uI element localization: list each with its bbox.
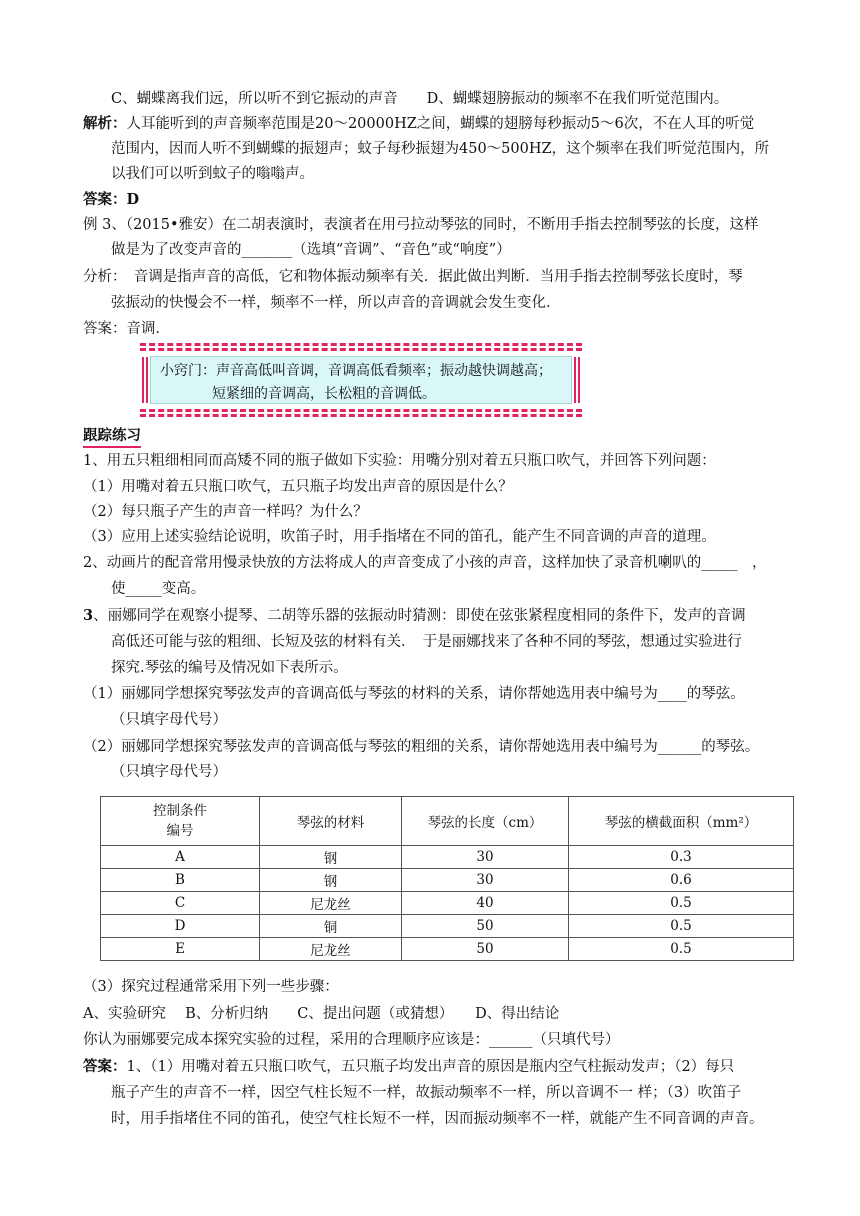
answer-text-1: 1、（1）用嘴对着五只瓶口吹气，五只瓶子均发出声音的原因是瓶内空气柱振动发声；（2）每只: [126, 1059, 735, 1075]
question-3-1-line-2: （只填字母代号）: [111, 712, 227, 728]
option-c-d: C、蝴蝶离我们远，所以听不到它振动的声音 D、蝴蝶翅膀振动的频率不在我们听觉范围内。: [111, 91, 729, 107]
practice-title: 跟踪练习: [83, 426, 141, 448]
row-material: 铜: [260, 915, 402, 938]
row-area: 0.6: [569, 869, 794, 892]
table-row: [101, 869, 794, 892]
table-row: [101, 938, 794, 961]
tip-box: [140, 343, 582, 417]
table-header-row: [101, 797, 794, 846]
string-table: [100, 796, 794, 961]
question-2-line-2: 使_____变高。: [111, 581, 206, 597]
question-1: 1、用五只粗细相同而高矮不同的瓶子做如下实验：用嘴分别对着五只瓶口吹气，并回答下列问题：: [83, 453, 716, 469]
table-row: [101, 846, 794, 869]
tip-border-top: [140, 343, 582, 351]
tip-border-right: [574, 357, 580, 403]
header-number: 编号: [166, 823, 194, 839]
row-material: 钢: [260, 846, 402, 869]
tip-border-left: [142, 357, 148, 403]
header-area: 琴弦的横截面积（mm²）: [569, 797, 794, 846]
row-id: E: [101, 938, 260, 961]
example-3-line-2: 做是为了改变声音的_______（选填“音调”、“音色”或“响度”）: [111, 242, 511, 258]
row-area: 0.5: [569, 915, 794, 938]
question-3-2-line-1: （2）丽娜同学想探究琴弦发声的音调高低与琴弦的粗细的关系，请你帮她选用表中编号为______的琴弦。: [83, 739, 760, 755]
header-length: 琴弦的长度（cm）: [402, 797, 569, 846]
question-3-line-1: [83, 605, 746, 627]
row-area: 0.5: [569, 938, 794, 961]
table-row: [101, 915, 794, 938]
analysis-line-1: [83, 113, 754, 135]
header-material: 琴弦的材料: [260, 797, 402, 846]
row-length: 50: [402, 915, 569, 938]
row-length: 30: [402, 846, 569, 869]
table-row: [101, 892, 794, 915]
question-1-2: （2）每只瓶子产生的声音一样吗？为什么？: [83, 504, 368, 520]
row-material: 尼龙丝: [260, 892, 402, 915]
question-3-3: （3）探究过程通常采用下列一些步骤：: [83, 979, 339, 995]
question-3-2-line-2: （只填字母代号）: [111, 764, 227, 780]
question-2-line-1: 2、动画片的配音常用慢录快放的方法将成人的声音变成了小孩的声音，这样加快了录音机喇叭的_____ ，: [83, 555, 767, 571]
answer-label: 答案：: [83, 1058, 127, 1075]
row-area: 0.5: [569, 892, 794, 915]
analysis2-line-1: 分析： 音调是指声音的高低，它和物体振动频率有关．据此做出判断．当用手指去控制琴弦长度时，琴: [83, 269, 743, 285]
row-material: 钢: [260, 869, 402, 892]
analysis-label: 解析：: [83, 115, 127, 132]
example-3-line-1: 例 3、（2015•雅安）在二胡表演时，表演者在用弓拉动琴弦的同时，不断用手指去控制琴弦的长度，这样: [83, 217, 759, 233]
analysis-line-3: 以我们可以听到蚊子的嗡嗡声。: [111, 166, 314, 182]
row-area: 0.3: [569, 846, 794, 869]
row-id: A: [101, 846, 260, 869]
question-3-number: 3: [83, 607, 94, 624]
order-question: 你认为丽娜要完成本探究实验的过程，采用的合理顺序应该是：______（只填代号）: [83, 1032, 620, 1048]
question-3-text-1: 、丽娜同学在观察小提琴、二胡等乐器的弦振动时猜测：即使在弦张紧程度相同的条件下，发声的音调: [93, 608, 746, 624]
question-3-line-2: 高低还可能与弦的粗细、长短及弦的材料有关． 于是丽娜找来了各种不同的琴弦，想通过实验进行: [111, 634, 742, 650]
analysis-text-1: 人耳能听到的声音频率范围是20～20000HZ之间，蝴蝶的翅膀每秒振动5～6次，不在人耳的听觉: [126, 116, 755, 132]
header-control-condition: 控制条件: [153, 803, 207, 819]
answer-line-3: 时，用手指堵住不同的笛孔，使空气柱长短不一样，因而振动频率不一样，就能产生不同音调的声音。: [111, 1111, 764, 1127]
tip-line-2: 短紧细的音调高，长松粗的音调低。: [212, 386, 436, 402]
answer-line-1: [83, 1056, 734, 1078]
answer-d: 答案：D: [83, 191, 140, 208]
question-3-1-line-1: （1）丽娜同学想探究琴弦发声的音调高低与琴弦的材料的关系，请你帮她选用表中编号为____的琴弦。: [83, 686, 745, 702]
analysis-line-2: 范围内，因而人听不到蝴蝶的振翅声；蚊子每秒振翅为450～500HZ，这个频率在我们听觉范围内，所: [111, 141, 770, 157]
question-3-line-3: 探究.琴弦的编号及情况如下表所示。: [111, 660, 348, 676]
question-1-1: （1）用嘴对着五只瓶口吹气，五只瓶子均发出声音的原因是什么？: [83, 479, 513, 495]
row-length: 50: [402, 938, 569, 961]
table-header-corner: [101, 797, 260, 846]
tip-line-1: 小窍门：声音高低叫音调，音调高低看频率；振动越快调越高；: [160, 363, 552, 379]
question-1-3: （3）应用上述实验结论说明，吹笛子时，用手指堵在不同的笛孔，能产生不同音调的声音的道理。: [83, 529, 716, 545]
row-id: B: [101, 869, 260, 892]
row-id: C: [101, 892, 260, 915]
row-material: 尼龙丝: [260, 938, 402, 961]
row-length: 40: [402, 892, 569, 915]
answer-line-2: 瓶子产生的声音不一样，因空气柱长短不一样，故振动频率不一样，所以音调不一 样；（3）吹笛子: [111, 1085, 742, 1101]
answer-pitch: 答案：音调．: [83, 321, 170, 337]
row-id: D: [101, 915, 260, 938]
tip-border-bottom: [140, 409, 582, 417]
steps-list: A、实验研究 B、分析归纳 C、提出问题（或猜想） D、得出结论: [83, 1006, 560, 1022]
analysis2-line-2: 弦振动的快慢会不一样，频率不一样，所以声音的音调就会发生变化．: [111, 295, 561, 311]
row-length: 30: [402, 869, 569, 892]
